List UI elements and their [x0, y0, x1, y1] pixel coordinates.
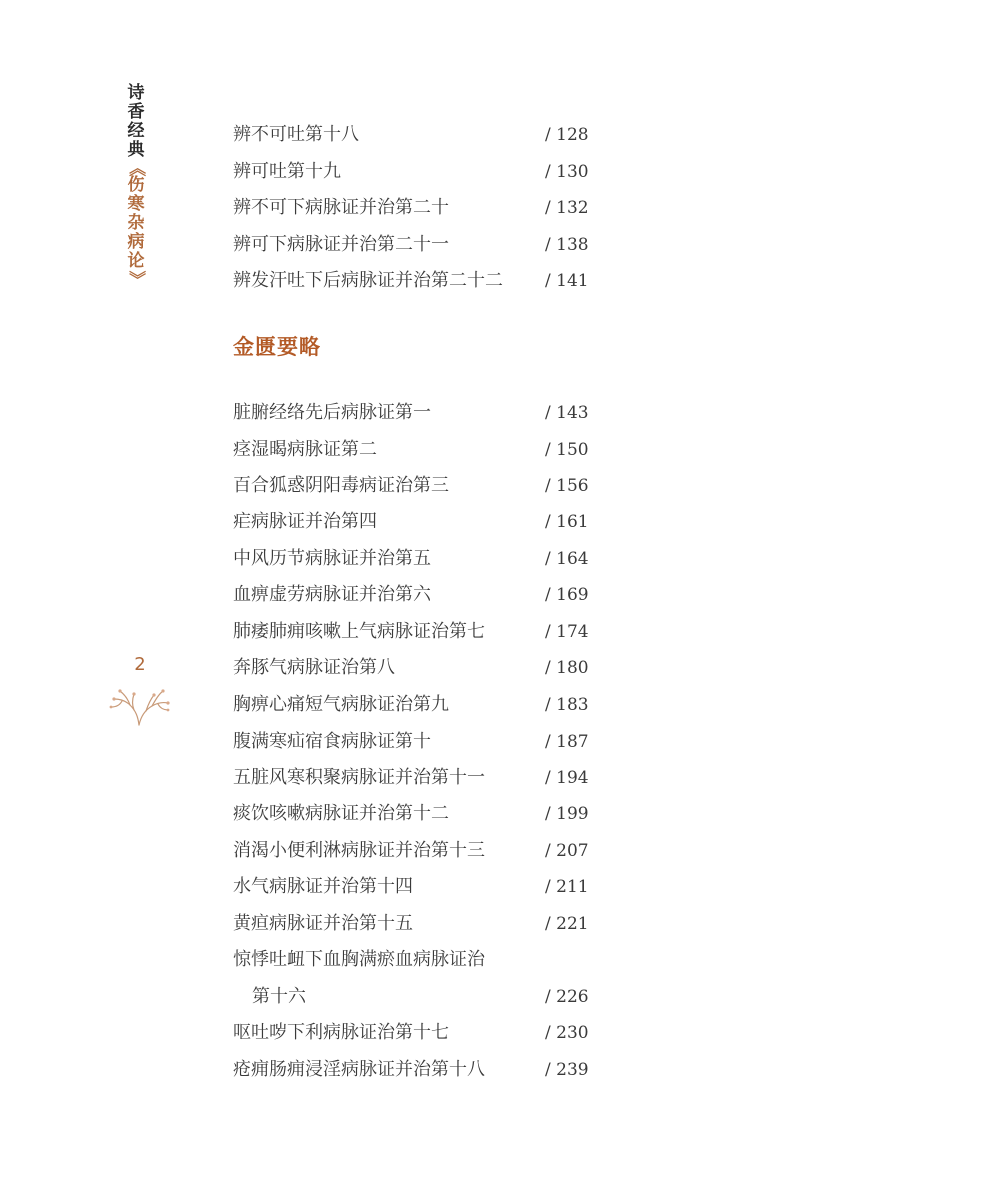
toc-entry[interactable] [233, 836, 588, 866]
toc-entry[interactable] [233, 435, 588, 465]
toc-entry-title: 疮痈肠痈浸淫病脉证并治第十八 [233, 1059, 485, 1080]
running-title [125, 84, 147, 287]
toc-entry-page: / 156 [545, 476, 589, 496]
toc-entry-page: / 194 [545, 768, 589, 788]
toc-entry-page: / 138 [545, 235, 589, 255]
toc-entry-title: 百合狐惑阴阳毒病证治第三 [233, 475, 449, 496]
toc-entry-title: 辨发汗吐下后病脉证并治第二十二 [233, 270, 503, 291]
toc-entry-page: / 132 [545, 198, 589, 218]
open-bracket: 《 [126, 159, 146, 177]
toc-entry[interactable] [233, 799, 588, 829]
toc-entry-page: / 230 [545, 1023, 589, 1043]
toc-entry[interactable] [233, 690, 588, 720]
toc-entry-page: / 161 [545, 512, 589, 532]
close-bracket: 》 [126, 270, 146, 288]
toc-entry-title: 惊悸吐衄下血胸满瘀血病脉证治 [233, 949, 485, 970]
toc-entry-title: 水气病脉证并治第十四 [233, 876, 413, 897]
toc-entry-title: 五脏风寒积聚病脉证并治第十一 [233, 767, 485, 788]
toc-entry[interactable] [233, 1018, 588, 1048]
toc-entry-title: 呕吐哕下利病脉证治第十七 [233, 1022, 449, 1043]
toc-entry-title: 中风历节病脉证并治第五 [233, 548, 431, 569]
toc-entry-title: 胸痹心痛短气病脉证治第九 [233, 694, 449, 715]
toc-entry[interactable] [233, 617, 588, 647]
toc-entry-page: / 239 [545, 1060, 589, 1080]
toc-entry-title: 痉湿暍病脉证第二 [233, 439, 377, 460]
toc-entry[interactable] [233, 157, 588, 187]
toc-entry-title: 辨可下病脉证并治第二十一 [233, 234, 449, 255]
toc-entry-page: / 143 [545, 403, 589, 423]
toc-entry-page: / 221 [545, 914, 589, 934]
toc-entry-page: / 164 [545, 549, 589, 569]
toc-entry-page: / 128 [545, 125, 589, 145]
book-title: 伤寒杂病论 [127, 175, 145, 271]
toc-entry[interactable] [233, 580, 588, 610]
toc-entry-title: 第十六 [252, 986, 306, 1007]
toc-entry[interactable] [233, 230, 588, 260]
section-heading: 金匮要略 [233, 334, 321, 359]
series-name: 诗香经典 [127, 83, 145, 160]
toc-entry[interactable] [233, 507, 588, 537]
toc-entry[interactable] [233, 872, 588, 902]
toc-entry-page: / 183 [545, 695, 589, 715]
toc-entry-title: 脏腑经络先后病脉证第一 [233, 402, 431, 423]
toc-entry-page: / 199 [545, 804, 589, 824]
toc-entry[interactable] [233, 1055, 588, 1085]
toc-entry[interactable] [233, 653, 588, 683]
toc-entry-title: 黄疸病脉证并治第十五 [233, 913, 413, 934]
branch-ornament-icon [108, 685, 170, 727]
toc-entry-title: 血痹虚劳病脉证并治第六 [233, 584, 431, 605]
toc-entry-title: 奔豚气病脉证治第八 [233, 657, 395, 678]
toc-entry-continuation[interactable] [233, 982, 588, 1012]
toc-entry-title: 辨可吐第十九 [233, 161, 341, 182]
toc-entry-page: / 226 [545, 987, 589, 1007]
toc-entry-title: 肺痿肺痈咳嗽上气病脉证治第七 [233, 621, 485, 642]
toc-entry-page: / 211 [545, 877, 589, 897]
toc-entry-page: / 150 [545, 440, 589, 460]
toc-entry-title: 辨不可下病脉证并治第二十 [233, 197, 449, 218]
toc-entry-page: / 187 [545, 732, 589, 752]
toc-entry[interactable] [233, 909, 588, 939]
toc-entry-title: 辨不可吐第十八 [233, 124, 359, 145]
toc-entry[interactable] [233, 945, 588, 975]
toc-entry-page: / 141 [545, 271, 589, 291]
toc-entry[interactable] [233, 120, 588, 150]
toc-entry-title: 疟病脉证并治第四 [233, 511, 377, 532]
toc-entry-title: 消渴小便利淋病脉证并治第十三 [233, 840, 485, 861]
toc-entry[interactable] [233, 398, 588, 428]
toc-entry-page: / 207 [545, 841, 589, 861]
toc-entry[interactable] [233, 544, 588, 574]
toc-entry[interactable] [233, 266, 588, 296]
toc-entry-page: / 169 [545, 585, 589, 605]
toc-entry[interactable] [233, 727, 588, 757]
toc-entry[interactable] [233, 193, 588, 223]
page-number: 2 [134, 654, 146, 675]
toc-entry-page: / 180 [545, 658, 589, 678]
toc-entry-title: 痰饮咳嗽病脉证并治第十二 [233, 803, 449, 824]
toc-entry-page: / 174 [545, 622, 589, 642]
toc-entry-title: 腹满寒疝宿食病脉证第十 [233, 731, 431, 752]
toc-entry[interactable] [233, 471, 588, 501]
toc-entry-page: / 130 [545, 162, 589, 182]
toc-entry[interactable] [233, 763, 588, 793]
